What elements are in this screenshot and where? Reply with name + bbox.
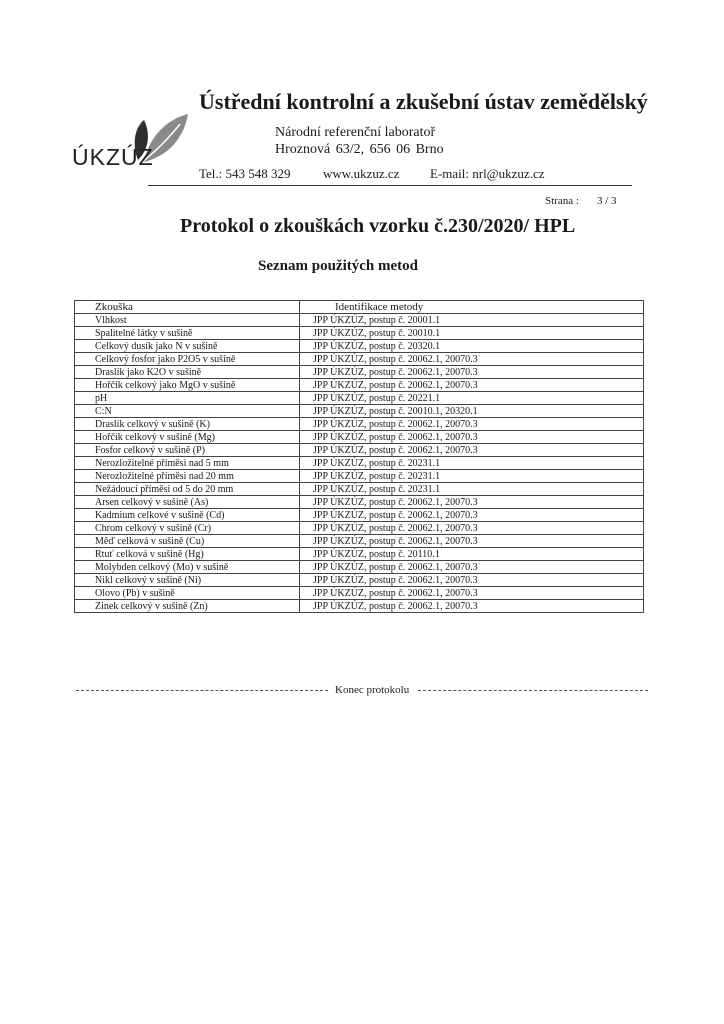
- method-id-cell: JPP ÚKZÚZ, postup č. 20231.1: [300, 457, 644, 470]
- email-link[interactable]: E-mail: nrl@ukzuz.cz: [430, 166, 545, 181]
- methods-table: [74, 300, 644, 613]
- method-id-cell: JPP ÚKZÚZ, postup č. 20062.1, 20070.3: [300, 561, 644, 574]
- test-name-cell: Hořčík celkový jako MgO v sušině: [75, 379, 300, 392]
- method-id-cell: JPP ÚKZÚZ, postup č. 20231.1: [300, 470, 644, 483]
- method-id-cell: JPP ÚKZÚZ, postup č. 20062.1, 20070.3: [300, 418, 644, 431]
- table-row: [75, 444, 644, 457]
- test-name-cell: Draslík jako K2O v sušině: [75, 366, 300, 379]
- table-row: [75, 431, 644, 444]
- method-id-cell: JPP ÚKZÚZ, postup č. 20110.1: [300, 548, 644, 561]
- protocol-title: Protokol o zkouškách vzorku č.230/2020/ HPL: [180, 215, 576, 237]
- table-row: [75, 574, 644, 587]
- dashed-divider: [418, 690, 648, 691]
- section-title: Seznam použitých metod: [258, 258, 418, 274]
- test-name-cell: Olovo (Pb) v sušině: [75, 587, 300, 600]
- table-row: [75, 379, 644, 392]
- test-name-cell: Celkový dusík jako N v sušině: [75, 340, 300, 353]
- lab-address: Hroznová 63/2, 656 06 Brno: [275, 142, 444, 157]
- method-id-cell: JPP ÚKZÚZ, postup č. 20062.1, 20070.3: [300, 509, 644, 522]
- method-id-cell: JPP ÚKZÚZ, postup č. 20062.1, 20070.3: [300, 574, 644, 587]
- method-id-cell: JPP ÚKZÚZ, postup č. 20062.1, 20070.3: [300, 366, 644, 379]
- table-row: [75, 314, 644, 327]
- table-row: [75, 522, 644, 535]
- test-name-cell: Fosfor celkový v sušině (P): [75, 444, 300, 457]
- test-name-cell: Vlhkost: [75, 314, 300, 327]
- table-row: [75, 327, 644, 340]
- method-id-cell: JPP ÚKZÚZ, postup č. 20062.1, 20070.3: [300, 496, 644, 509]
- table-row: [75, 470, 644, 483]
- method-id-cell: JPP ÚKZÚZ, postup č. 20062.1, 20070.3: [300, 444, 644, 457]
- dashed-divider: [76, 690, 328, 691]
- table-row: [75, 509, 644, 522]
- test-name-cell: Nerozložitelné příměsi nad 5 mm: [75, 457, 300, 470]
- table-header-row: [75, 301, 644, 314]
- test-name-cell: Spalitelné látky v sušině: [75, 327, 300, 340]
- method-id-cell: JPP ÚKZÚZ, postup č. 20320.1: [300, 340, 644, 353]
- test-name-cell: Draslík celkový v sušině (K): [75, 418, 300, 431]
- table-row: [75, 587, 644, 600]
- method-id-cell: JPP ÚKZÚZ, postup č. 20010.1, 20320.1: [300, 405, 644, 418]
- column-header-method: Identifikace metody: [300, 301, 644, 314]
- table-row: [75, 340, 644, 353]
- method-id-cell: JPP ÚKZÚZ, postup č. 20062.1, 20070.3: [300, 353, 644, 366]
- test-name-cell: Měď celková v sušině (Cu): [75, 535, 300, 548]
- method-id-cell: JPP ÚKZÚZ, postup č. 20062.1, 20070.3: [300, 587, 644, 600]
- method-id-cell: JPP ÚKZÚZ, postup č. 20062.1, 20070.3: [300, 522, 644, 535]
- ukzuz-logo: [72, 110, 192, 180]
- test-name-cell: Rtuť celková v sušině (Hg): [75, 548, 300, 561]
- test-name-cell: Kadmium celkové v sušině (Cd): [75, 509, 300, 522]
- method-id-cell: JPP ÚKZÚZ, postup č. 20221.1: [300, 392, 644, 405]
- table-row: [75, 366, 644, 379]
- table-row: [75, 418, 644, 431]
- institute-name: Ústřední kontrolní a zkušební ústav zemědělský: [199, 89, 648, 114]
- header-divider: [148, 185, 632, 186]
- method-id-cell: JPP ÚKZÚZ, postup č. 20231.1: [300, 483, 644, 496]
- method-id-cell: JPP ÚKZÚZ, postup č. 20062.1, 20070.3: [300, 431, 644, 444]
- table-row: [75, 483, 644, 496]
- website-link[interactable]: www.ukzuz.cz: [323, 166, 400, 181]
- end-of-protocol-text: Konec protokolu: [335, 684, 410, 696]
- page-number: 3 / 3: [597, 195, 617, 207]
- test-name-cell: Chrom celkový v sušině (Cr): [75, 522, 300, 535]
- test-name-cell: Molybden celkový (Mo) v sušině: [75, 561, 300, 574]
- method-id-cell: JPP ÚKZÚZ, postup č. 20062.1, 20070.3: [300, 600, 644, 613]
- table-row: [75, 353, 644, 366]
- logo-text: ÚKZÚZ: [72, 144, 154, 170]
- test-name-cell: pH: [75, 392, 300, 405]
- table-row: [75, 405, 644, 418]
- test-name-cell: Celkový fosfor jako P2O5 v sušině: [75, 353, 300, 366]
- lab-name: Národní referenční laboratoř: [275, 125, 436, 140]
- methods-table-body: [75, 314, 644, 613]
- method-id-cell: JPP ÚKZÚZ, postup č. 20001.1: [300, 314, 644, 327]
- test-name-cell: Zinek celkový v sušině (Zn): [75, 600, 300, 613]
- table-row: [75, 561, 644, 574]
- table-row: [75, 600, 644, 613]
- column-header-test: Zkouška: [75, 301, 300, 314]
- method-id-cell: JPP ÚKZÚZ, postup č. 20010.1: [300, 327, 644, 340]
- method-id-cell: JPP ÚKZÚZ, postup č. 20062.1, 20070.3: [300, 535, 644, 548]
- table-row: [75, 548, 644, 561]
- table-row: [75, 496, 644, 509]
- test-name-cell: Nikl celkový v sušině (Ni): [75, 574, 300, 587]
- phone-number: Tel.: 543 548 329: [199, 166, 291, 181]
- test-name-cell: Nežádoucí příměsi od 5 do 20 mm: [75, 483, 300, 496]
- contact-line: [199, 166, 639, 182]
- table-row: [75, 392, 644, 405]
- test-name-cell: C:N: [75, 405, 300, 418]
- method-id-cell: JPP ÚKZÚZ, postup č. 20062.1, 20070.3: [300, 379, 644, 392]
- test-name-cell: Nerozložitelné příměsi nad 20 mm: [75, 470, 300, 483]
- table-row: [75, 457, 644, 470]
- table-row: [75, 535, 644, 548]
- test-name-cell: Arsen celkový v sušině (As): [75, 496, 300, 509]
- page-label: Strana :: [545, 195, 579, 207]
- end-of-protocol: [76, 684, 648, 698]
- test-name-cell: Hořčík celkový v sušině (Mg): [75, 431, 300, 444]
